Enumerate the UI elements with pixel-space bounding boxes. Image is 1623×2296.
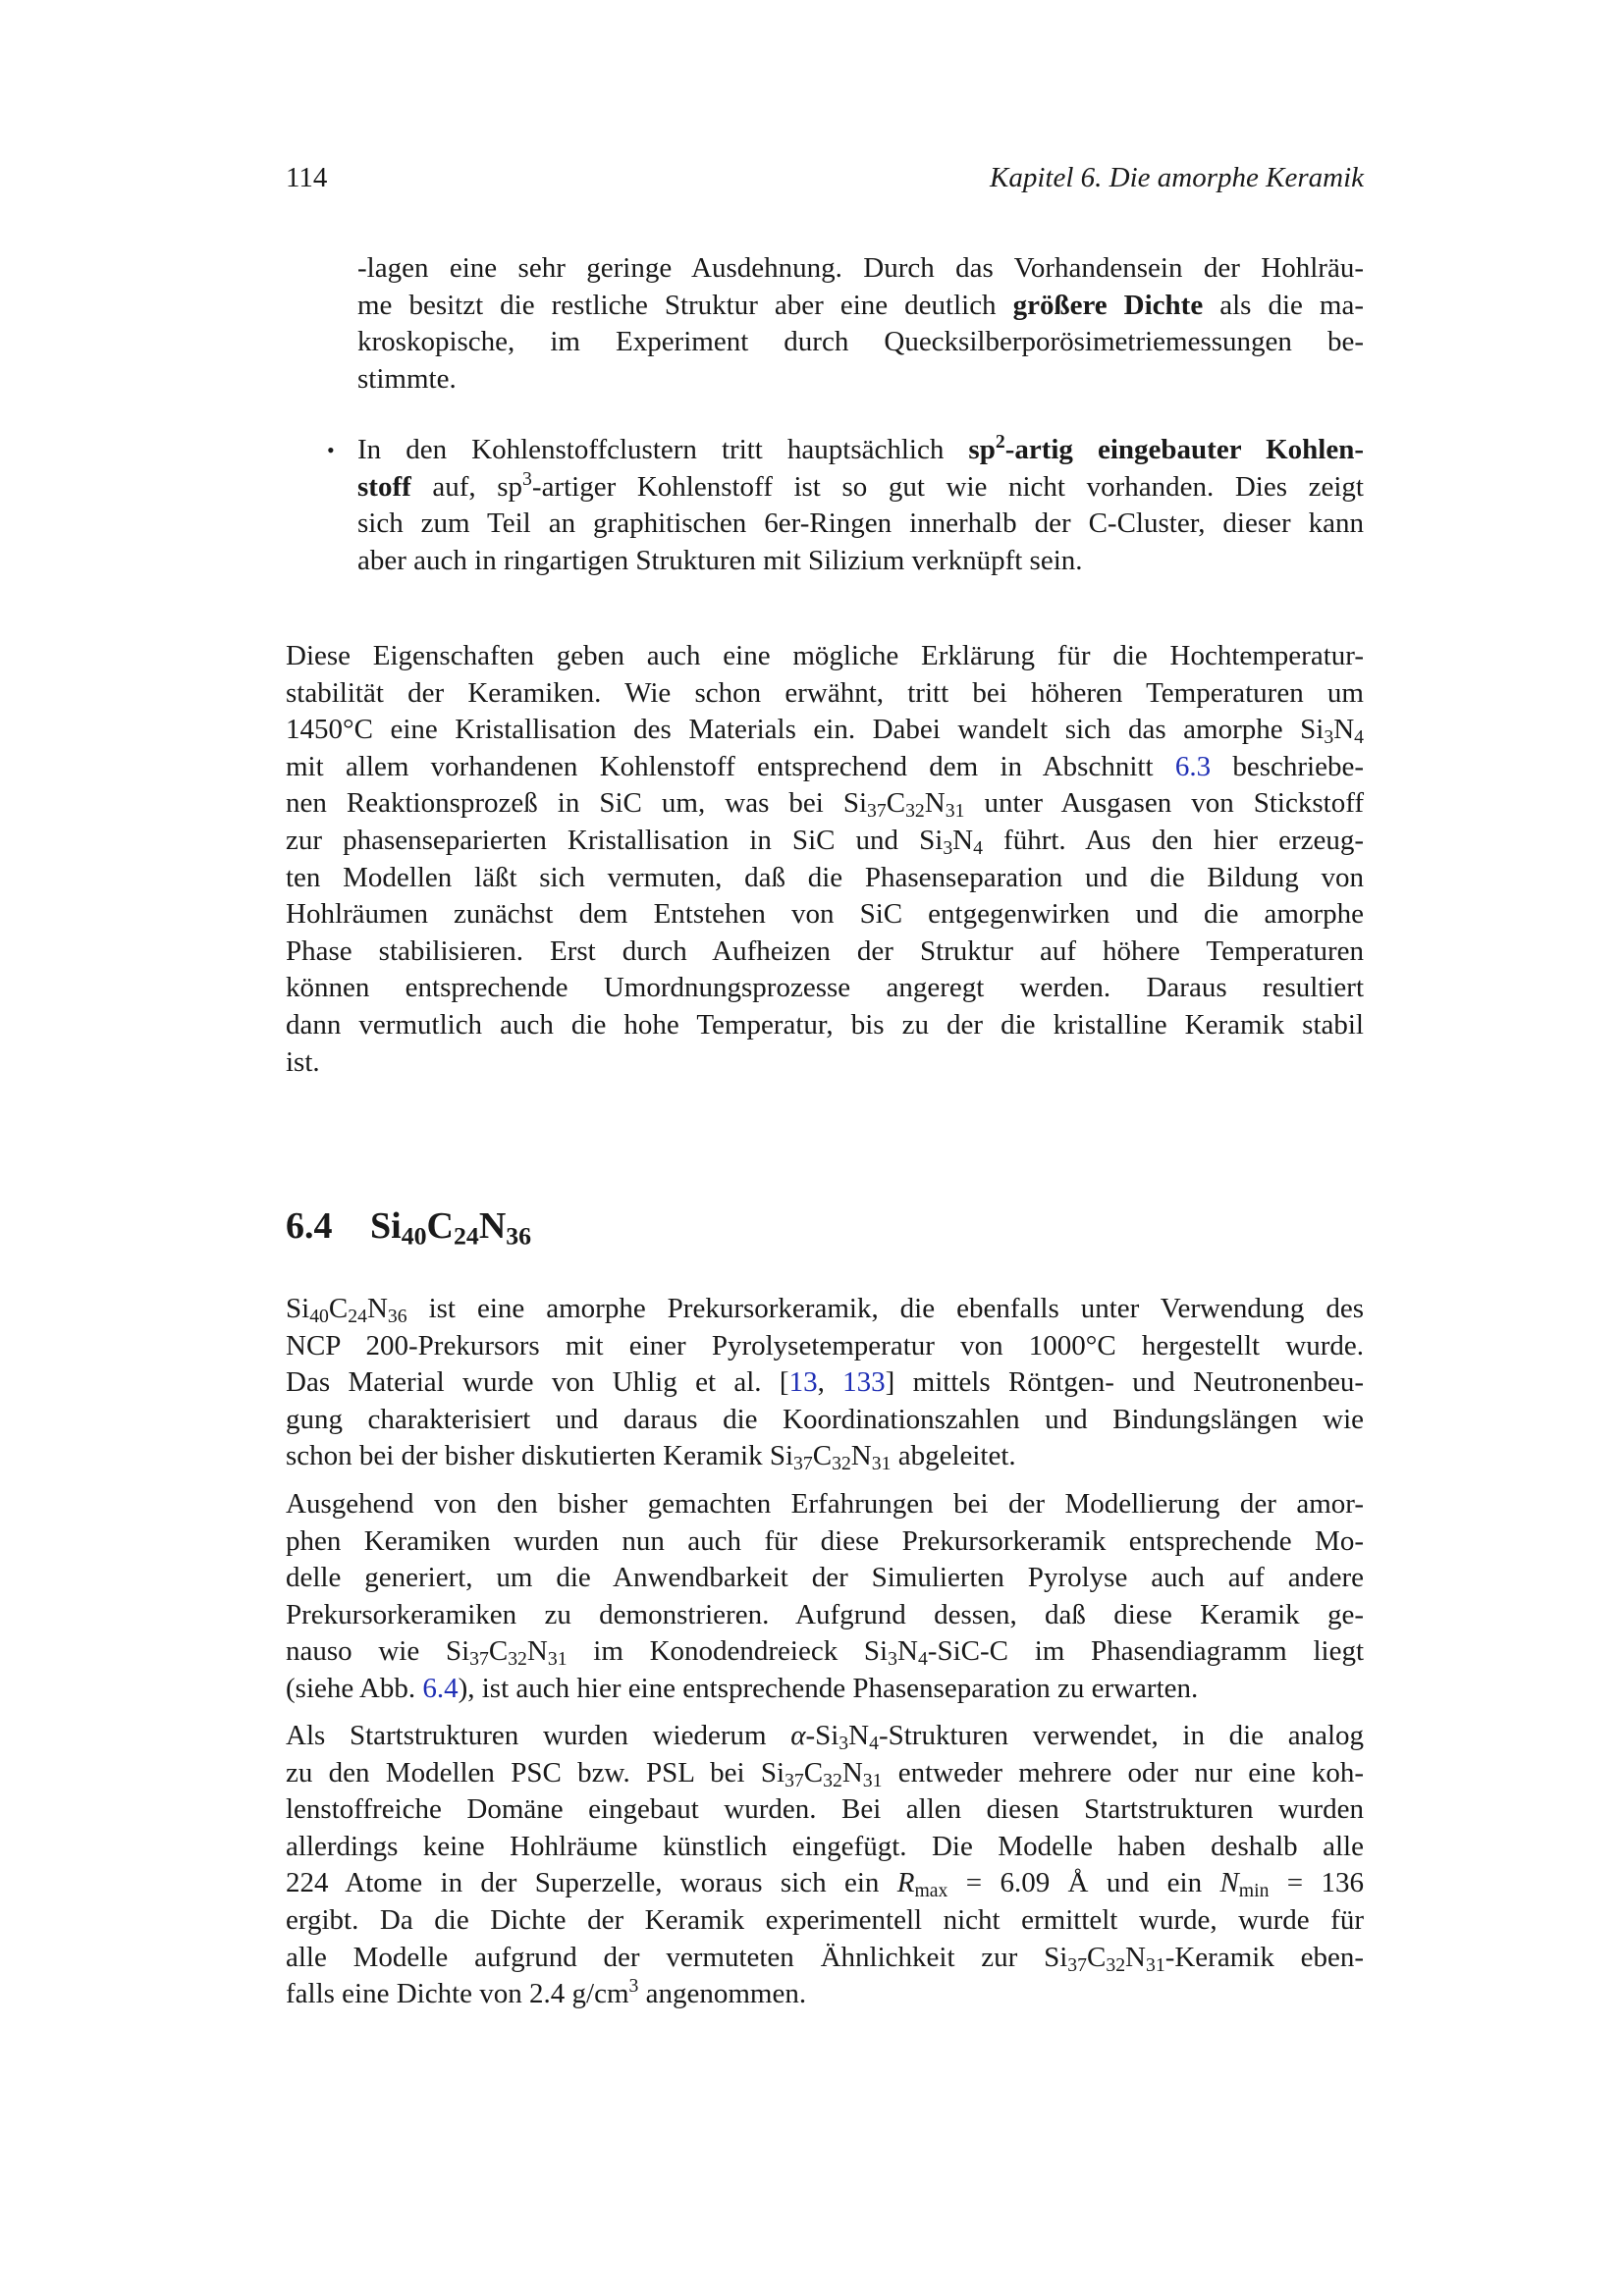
citation-link-13[interactable]: 13 bbox=[788, 1366, 818, 1399]
paragraph bbox=[286, 1291, 1364, 1475]
bold-term: stoff bbox=[357, 470, 411, 503]
page-number: 114 bbox=[286, 162, 328, 193]
text-line: phen Keramiken wurden nun auch für diese Prekursorkeramik entsprechende Mo- bbox=[286, 1524, 1364, 1557]
running-title: Kapitel 6. Die amorphe Keramik bbox=[990, 162, 1364, 193]
text-line: stoff auf, $sp^3$-artiger Kohlenstoff ist so gut wie nicht vorhanden. Dies zeigt bbox=[357, 467, 1364, 503]
text-line: ergibt. Da die Dichte der Keramik experimentell nicht ermittelt wurde, wurde für bbox=[286, 1903, 1364, 1936]
page-header bbox=[286, 160, 1364, 199]
bullet-marker: • bbox=[327, 438, 335, 462]
text-line: nauso wie $Si_{37}C_{32}N_{31}$ im Konodendreieck $Si_3N_4-SiC-C$ im Phasendiagramm liegt bbox=[286, 1635, 1364, 1671]
text-line: gung charakterisiert und daraus die Koordinationszahlen und Bindungslängen wie bbox=[286, 1403, 1364, 1435]
text-line: delle generiert, um die Anwendbarkeit der Simulierten Pyrolyse auch auf andere bbox=[286, 1562, 1364, 1594]
text-line: Das Material wurde von Uhlig et al. [13, 133] mittels Röntgen- und Neutronenbeu- bbox=[286, 1366, 1365, 1399]
text-line: (siehe Abb. 6.4), ist auch hier eine entsprechende Phasenseparation zu erwarten. bbox=[286, 1672, 1199, 1704]
text-line: Ausgehend von den bisher gemachten Erfahrungen bei der Modellierung der amor- bbox=[286, 1488, 1364, 1520]
text-line: Diese Eigenschaften geben auch eine mögliche Erklärung für die Hochtemperatur- bbox=[286, 640, 1364, 671]
text-line: NCP 200-Prekursors mit einer Pyrolysetemperatur von 1000°C hergestellt wurde. bbox=[286, 1329, 1364, 1362]
text-line: dann vermutlich auch die hohe Temperatur, bis zu der die kristalline Keramik stabil bbox=[286, 1008, 1364, 1041]
paragraph bbox=[286, 638, 1364, 1081]
text-line: 1450°C eine Kristallisation des Materials ein. Dabei wandelt sich das amorphe $Si_3N_4$ bbox=[286, 714, 1364, 749]
text-line: stimmte. bbox=[357, 362, 457, 395]
bold-term: $sp^2$-artig eingebauter Kohlen- bbox=[968, 431, 1364, 465]
text-line: alle Modelle aufgrund der vermuteten Ähnlichkeit zur $Si_{37}C_{32}N_{31}$-Keramik eben- bbox=[286, 1941, 1365, 1976]
text-line: falls eine Dichte von 2.4 $g/cm^3$ angenommen. bbox=[286, 1975, 807, 2010]
bullet-item bbox=[357, 432, 1364, 579]
paragraph bbox=[286, 1486, 1364, 1708]
text-line: Hohlräumen zunächst dem Entstehen von SiC entgegenwirken und die amorphe bbox=[286, 898, 1364, 931]
text-line: zu den Modellen PSC bzw. PSL bei $Si_{37}C_{32}N_{31}$ entweder mehrere oder nur eine koh- bbox=[286, 1756, 1364, 1791]
text-line: -lagen eine sehr geringe Ausdehnung. Durch das Vorhandensein der Hohlräu- bbox=[357, 252, 1364, 284]
text-line: zur phasenseparierten Kristallisation in SiC und $Si_3N_4$ führt. Aus den hier erzeug- bbox=[286, 824, 1365, 859]
text-line: stabilität der Keramiken. Wie schon erwähnt, tritt bei höheren Temperaturen um bbox=[286, 676, 1364, 709]
text-line: Prekursorkeramiken zu demonstrieren. Aufgrund dessen, daß diese Keramik ge- bbox=[286, 1598, 1364, 1630]
section-number: 6.4 bbox=[286, 1205, 333, 1247]
text-line: nen Reaktionsprozeß in SiC um, was bei $Si_{37}C_{32}N_{31}$ unter Ausgasen von Stickstoff bbox=[286, 787, 1364, 823]
text-line: ten Modellen läßt sich vermuten, daß die Phasenseparation und die Bildung von bbox=[286, 861, 1364, 893]
section-title: 6.4 $Si_{40}C_{24}N_{36}$ bbox=[286, 1202, 531, 1250]
text-line: ist. bbox=[286, 1045, 320, 1078]
text-line: Phase stabilisieren. Erst durch Aufheizen der Struktur auf höhere Temperaturen bbox=[286, 934, 1364, 967]
text-line: sich zum Teil an graphitischen 6er-Ringen innerhalb der C-Cluster, dieser kann bbox=[357, 507, 1364, 540]
citation-link-133[interactable]: 133 bbox=[842, 1366, 886, 1399]
text-line: lenstoffreiche Domäne eingebaut wurden. Bei allen diesen Startstrukturen wurden bbox=[286, 1793, 1364, 1826]
text-line: $Si_{40}C_{24}N_{36}$ ist eine amorphe Prekursorkeramik, die ebenfalls unter Verwendung des bbox=[286, 1293, 1364, 1327]
text-line: aber auch in ringartigen Strukturen mit Silizium verknüpft sein. bbox=[357, 544, 1083, 576]
text-line: me besitzt die restliche Struktur aber eine deutlich größere Dichte als die ma- bbox=[357, 289, 1364, 321]
text-line: schon bei der bisher diskutierten Keramik $Si_{37}C_{32}N_{31}$ abgeleitet. bbox=[286, 1440, 1016, 1475]
text-line: In den Kohlenstoffclustern tritt hauptsächlich $sp^2$-artig eingebauter Kohlen- bbox=[357, 431, 1364, 465]
bullet-item-continuation bbox=[357, 250, 1364, 398]
text-line: können entsprechende Umordnungsprozesse angeregt werden. Daraus resultiert bbox=[286, 972, 1364, 1004]
text-line: Als Startstrukturen wurden wiederum $\alpha-Si_3N_4$-Strukturen verwendet, in die analog bbox=[286, 1720, 1364, 1754]
text-line: allerdings keine Hohlräume künstlich eingefügt. Die Modelle haben deshalb alle bbox=[286, 1830, 1364, 1862]
bold-term: größere Dichte bbox=[1012, 289, 1204, 321]
text-line: 224 Atome in der Superzelle, woraus sich ein $R_{max} = 6.09$ Å und ein $N_{min} = 136$ bbox=[286, 1867, 1365, 1902]
paragraph bbox=[286, 1718, 1364, 2013]
section-reference-link[interactable]: 6.3 bbox=[1174, 750, 1212, 782]
text-line: kroskopische, im Experiment durch Quecksilberporösimetriemessungen be- bbox=[357, 326, 1364, 358]
text-line: mit allem vorhandenen Kohlenstoff entsprechend dem in Abschnitt 6.3 beschriebe- bbox=[286, 750, 1364, 782]
figure-reference-link[interactable]: 6.4 bbox=[422, 1672, 459, 1704]
